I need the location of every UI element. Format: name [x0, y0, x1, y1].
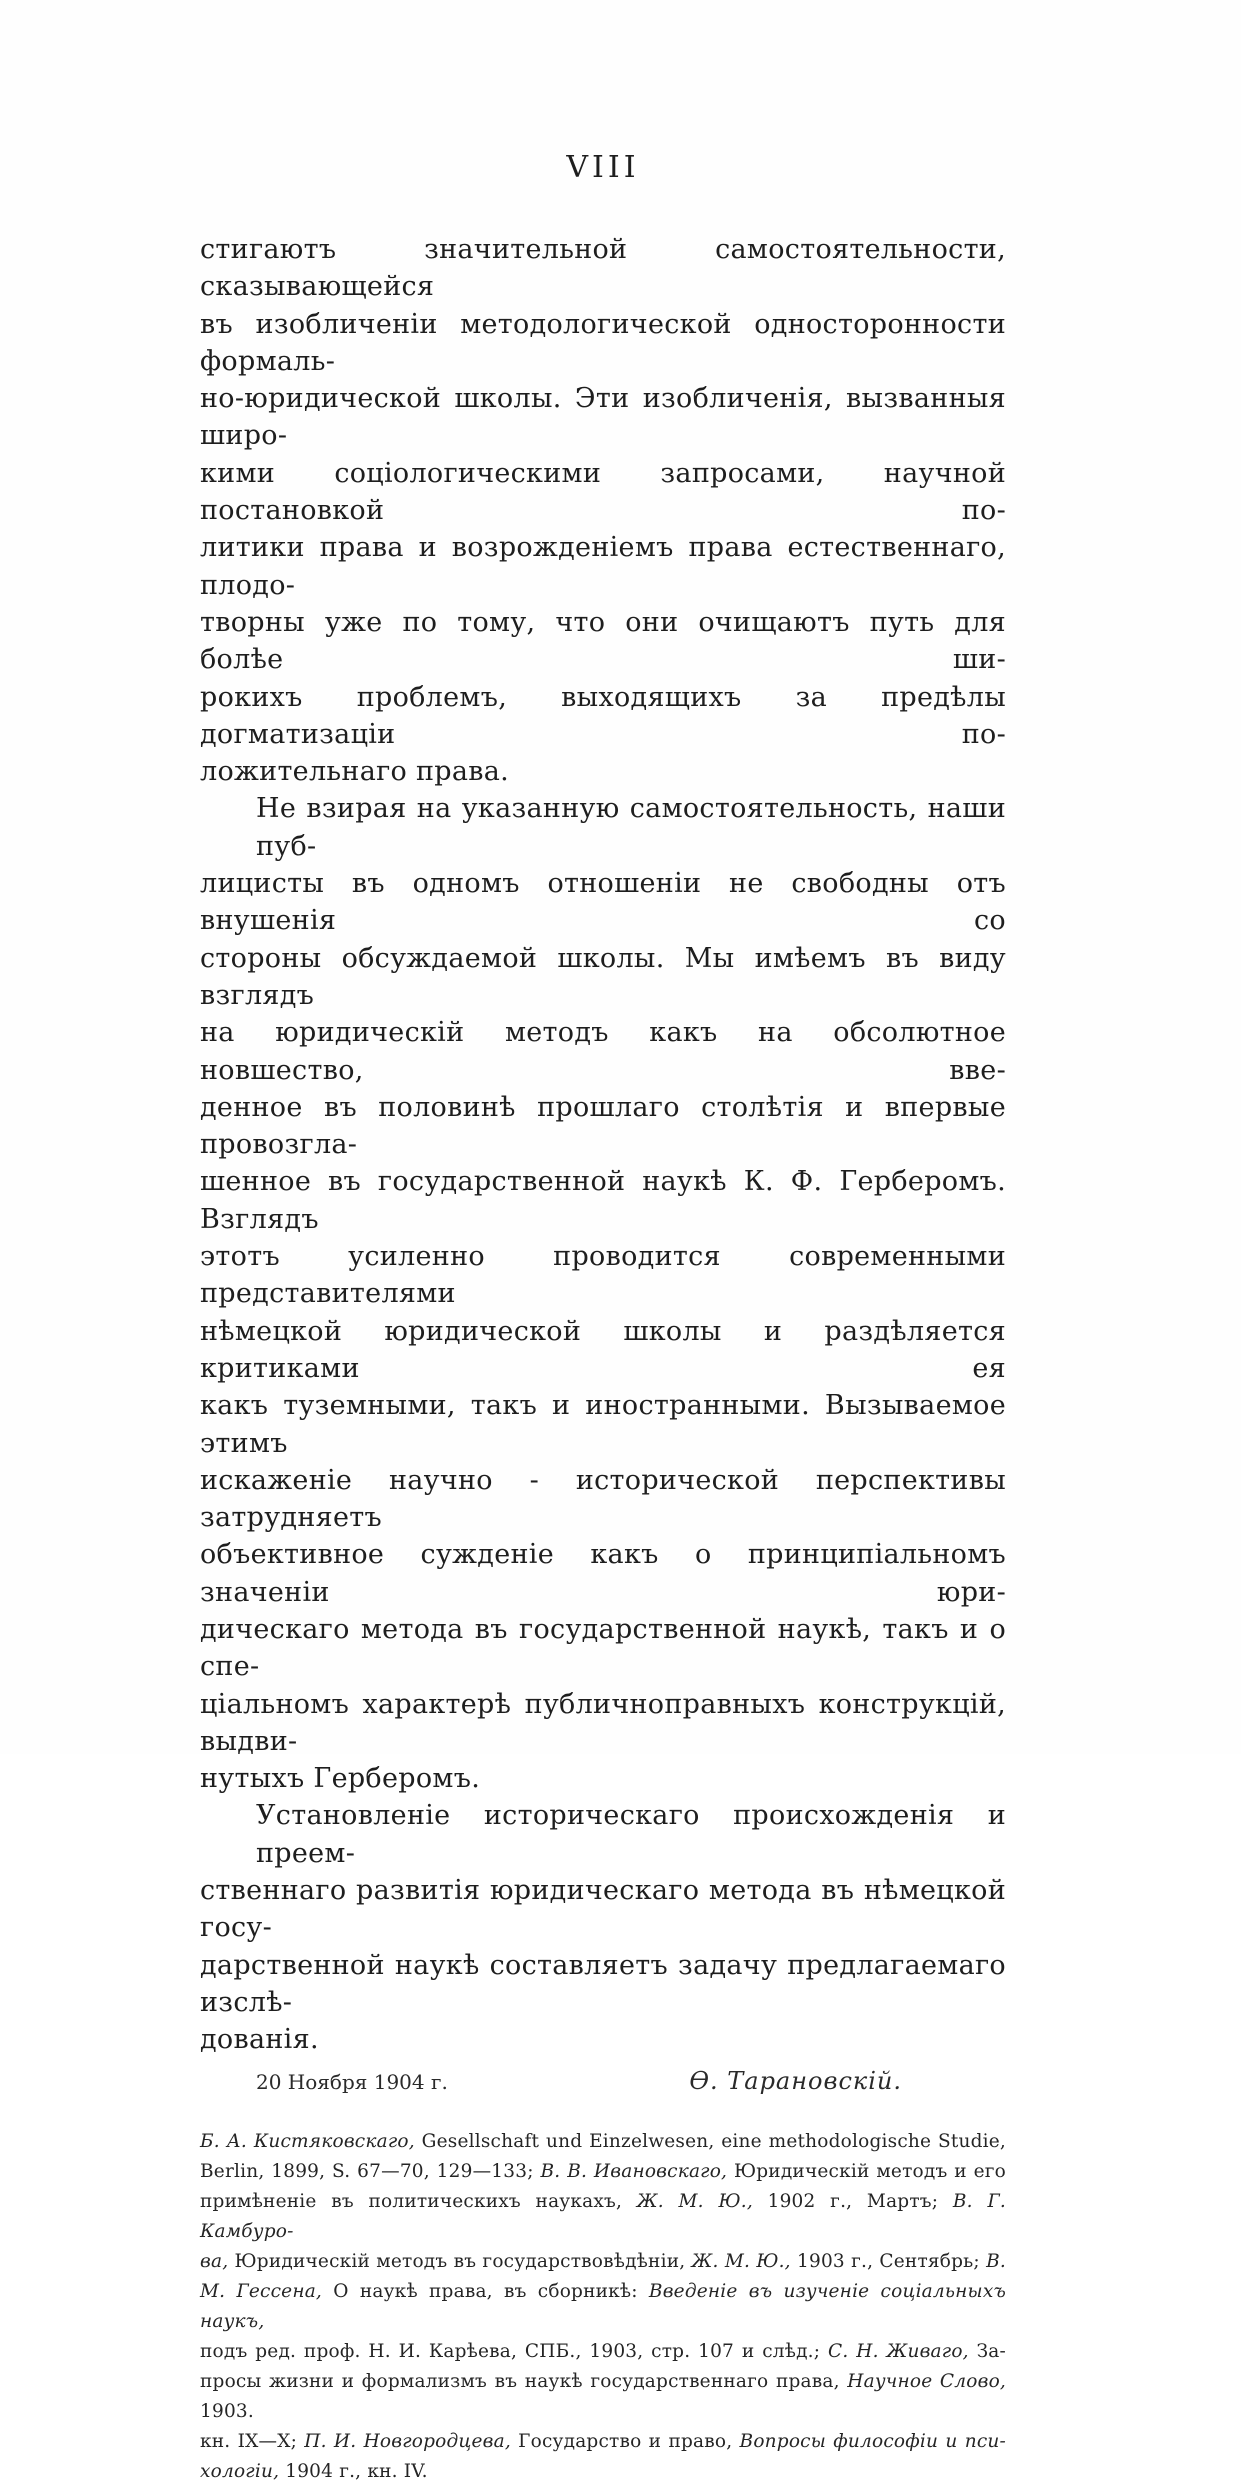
text-line: творны уже по тому, что они очищаютъ путь для болѣе ши-	[200, 606, 1006, 676]
footnote-line: М. Гессена, О наукѣ права, въ сборникѣ: Введеніе въ изученіе соціальныхъ наукъ,	[200, 2280, 1006, 2332]
text-line: этотъ усиленно проводится современными представителями	[200, 1241, 1006, 1310]
text-line: ственнаго развитія юридическаго метода въ нѣмецкой госу-	[200, 1875, 1006, 1944]
footnote-line: хологіи, 1904 г., кн. IV.	[200, 2460, 428, 2482]
text-line: ложительнаго права.	[200, 756, 510, 788]
text-line: Не взирая на указанную самостоятельность, наши пуб-	[256, 793, 1006, 862]
page-content	[200, 150, 1006, 2487]
text-line: лицисты въ одномъ отношеніи не свободны отъ внушенія со	[200, 868, 1006, 937]
text-line: объективное сужденіе какъ о принципіальномъ значеніи юри-	[200, 1539, 1006, 1608]
text-line: какъ туземными, такъ и иностранными. Вызываемое этимъ	[200, 1390, 1006, 1459]
text-line: но-юридической школы. Эти изобличенія, вызванныя широ-	[200, 383, 1006, 452]
text-line: въ изобличеніи методологической односторонности формаль-	[200, 308, 1006, 377]
footnote-line: просы жизни и формализмъ въ наукѣ государственнаго права, Научное Слово, 1903.	[200, 2370, 1006, 2422]
text-line: нутыхъ Герберомъ.	[200, 1763, 481, 1795]
closing-row	[200, 2067, 1006, 2095]
text-line: дическаго метода въ государственной наукѣ, такъ и о спе-	[200, 1613, 1006, 1683]
footnote-line: подъ ред. проф. Н. И. Карѣева, СПБ., 1903, стр. 107 и слѣд.; С. Н. Живаго, За-	[200, 2340, 1006, 2362]
text-line: дованія.	[200, 2024, 319, 2056]
text-line: стороны обсуждаемой школы. Мы имѣемъ въ виду взглядъ	[200, 942, 1006, 1011]
footnote-line: кн. IX—X; П. И. Новгородцева, Государство и право, Вопросы философіи и пси-	[200, 2430, 1006, 2452]
text-line: рокихъ проблемъ, выходящихъ за предѣлы догматизаціи по-	[200, 681, 1006, 750]
text-line: на юридическій методъ какъ на обсолютное новшество, вве-	[200, 1017, 1006, 1086]
text-line: ціальномъ характерѣ публичноправныхъ конструкцій, выдви-	[200, 1688, 1006, 1757]
footnote-line: Б. А. Кистяковскаго, Gesellschaft und Einzelwesen, eine methodologische Studie,	[200, 2130, 1006, 2152]
text-line: кими соціологическими запросами, научной постановкой по-	[200, 457, 1006, 527]
date-line: 20 Ноября 1904 г.	[256, 2069, 448, 2094]
text-line: дарственной наукѣ составляетъ задачу предлагаемаго изслѣ-	[200, 1949, 1006, 2018]
footnote-block	[200, 2127, 1006, 2487]
footnote-line: Berlin, 1899, S. 67—70, 129—133; В. В. Ивановскаго, Юридическій методъ и его	[200, 2160, 1006, 2182]
text-line: шенное въ государственной наукѣ К. Ф. Герберомъ. Взглядъ	[200, 1166, 1006, 1235]
text-line: денное въ половинѣ прошлаго столѣтія и впервые провозгла-	[200, 1091, 1006, 1161]
author-signature: Ѳ. Тарановскій.	[689, 2066, 902, 2095]
main-text	[200, 231, 1006, 2059]
text-line: Установленіе историческаго происхожденія и преем-	[256, 1800, 1006, 1869]
paragraph-1	[200, 231, 1006, 790]
paragraph-2	[200, 790, 1006, 1797]
footnote-line: примѣненіе въ политическихъ наукахъ, Ж. М. Ю., 1902 г., Мартъ; В. Г. Камбуро-	[200, 2190, 1006, 2242]
text-line: стигаютъ значительной самостоятельности, сказывающейся	[200, 234, 1006, 303]
text-line: нѣмецкой юридической школы и раздѣляется критиками ея	[200, 1315, 1006, 1384]
footnote-line: ва, Юридическій методъ въ государствовѣдѣніи, Ж. М. Ю., 1903 г., Сентябрь; В.	[200, 2250, 1006, 2272]
text-line: искаженіе научно - исторической перспективы затрудняетъ	[200, 1464, 1006, 1534]
page-number: VIII	[566, 150, 640, 185]
text-line: литики права и возрожденіемъ права естественнаго, плодо-	[200, 532, 1006, 601]
paragraph-3	[200, 1797, 1006, 2058]
